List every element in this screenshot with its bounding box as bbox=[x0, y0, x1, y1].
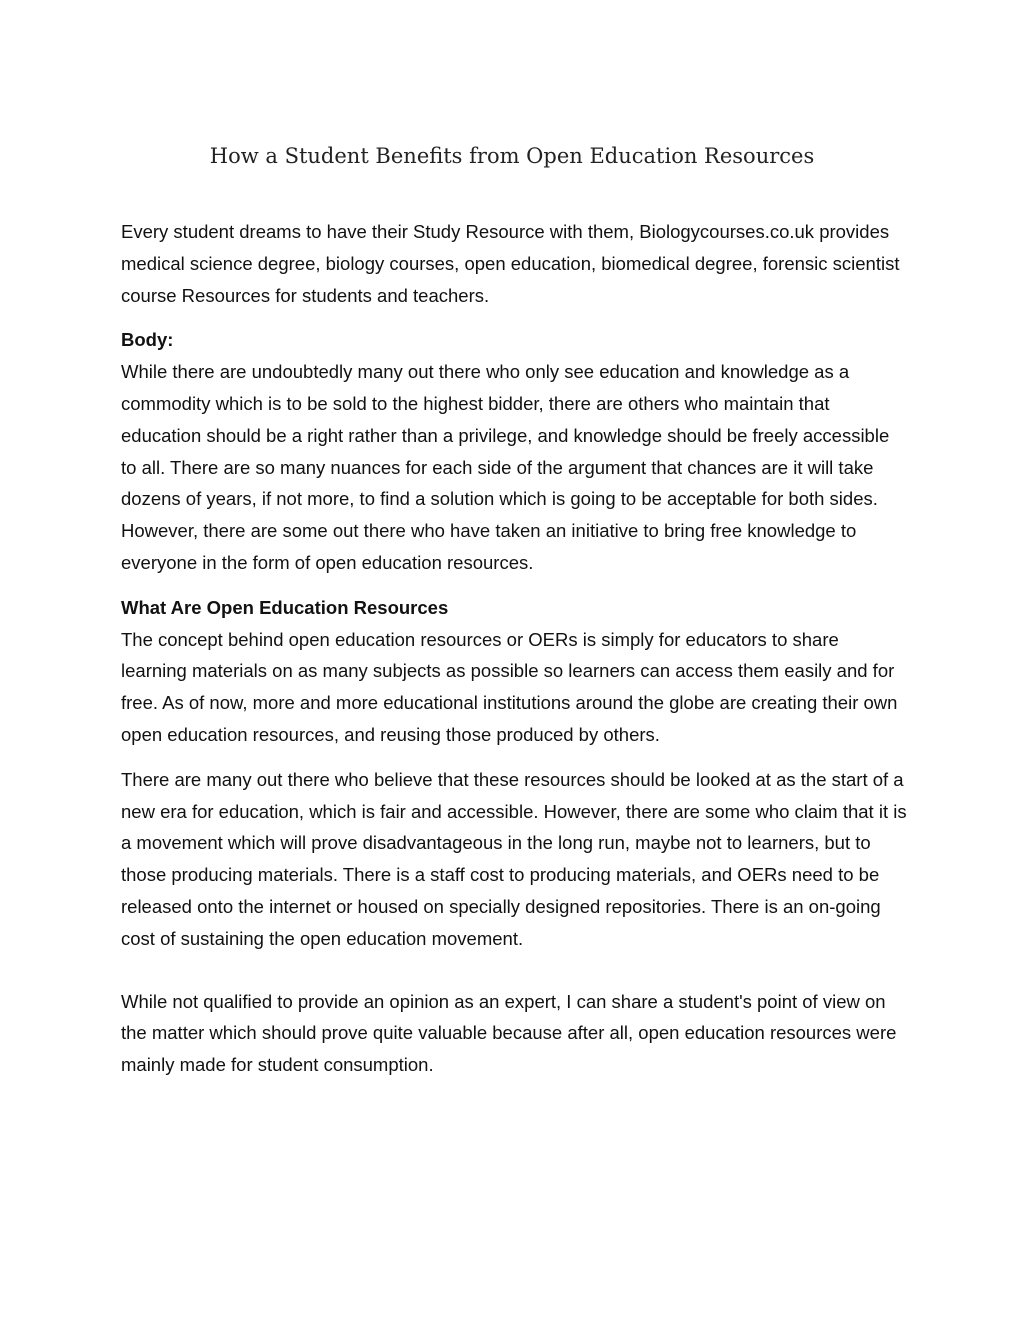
body-paragraph: While there are undoubtedly many out there who only see education and knowledge as a commodity which is to be sold to the highest bidder, there are others who maintain that education should be a right rather than a privilege, and knowledge should be freely accessible to all. There are so many nuances for each side of the argument that chances are it will take dozens of years, if not more, to find a solution which is going to be acceptable for both sides. However, there are some out there who have taken an initiative to bring free knowledge to everyone in the form of open education resources. bbox=[121, 361, 890, 573]
document-title: How a Student Benefits from Open Education Resources bbox=[209, 144, 815, 168]
body-heading: Body: bbox=[121, 329, 174, 351]
document-body bbox=[121, 216, 907, 1081]
oer-heading: What Are Open Education Resources bbox=[121, 596, 449, 618]
movement-paragraph: There are many out there who believe that these resources should be looked at as the start of a new era for education, which is fair and accessible. However, there are some who claim that it is a movement which will prove disadvantageous in the long run, maybe not to learners, but to those producing materials. There is a staff cost to producing materials, and OERs need to be released onto the internet or housed on specially designed repositories. There is an on-going cost of sustaining the open education movement. bbox=[121, 768, 907, 949]
oer-paragraph: The concept behind open education resources or OERs is simply for educators to share learning materials on as many subjects as possible so learners can access them easily and for free. As of now, more and more educational institutions around the globe are creating their own open education resources, and reusing those produced by others. bbox=[121, 628, 898, 745]
intro-paragraph: Every student dreams to have their Study Resource with them, Biologycourses.co.uk provides medical science degree, biology courses, open education, biomedical degree, forensic scientist course Resources for students and teachers. bbox=[121, 221, 900, 306]
opinion-paragraph: While not qualified to provide an opinion as an expert, I can share a student's point of view on the matter which should prove quite valuable because after all, open education resources were mainly made for student consumption. bbox=[121, 990, 897, 1076]
